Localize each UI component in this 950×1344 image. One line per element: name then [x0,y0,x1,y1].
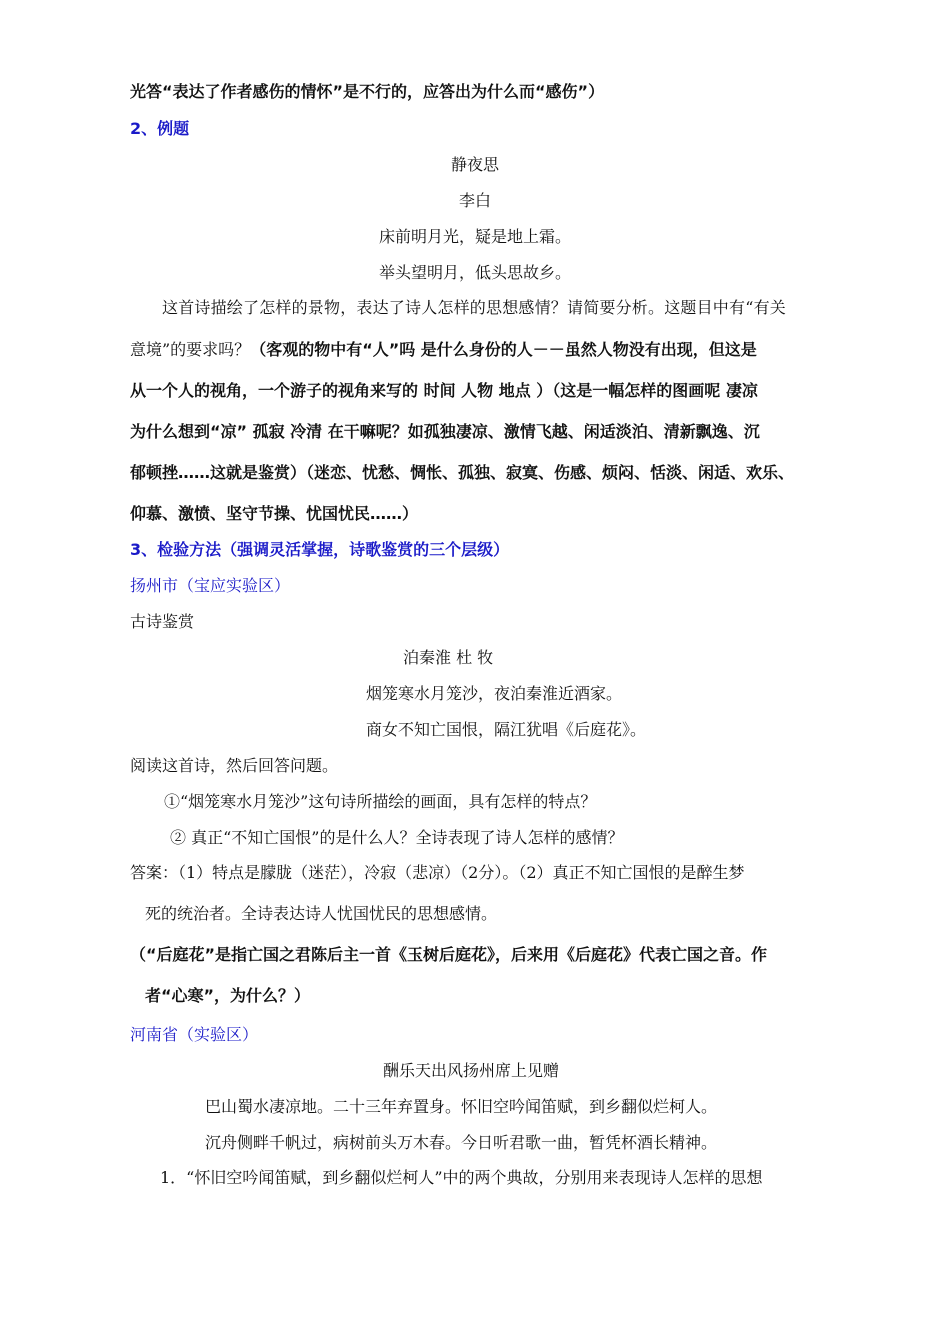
annotation-note: （“后庭花”是指亡国之君陈后主一首《玉树后庭花》，后来用《后庭花》代表亡国之音。作 [130,945,768,964]
poem-line: 巴山蜀水凄凉地。二十三年弃置身。怀旧空吟闻笛赋，到乡翻似烂柯人。 [205,1097,718,1116]
instruction-text: 阅读这首诗，然后回答问题。 [130,756,339,775]
poem-line: 烟笼寒水月笼沙，夜泊秦淮近酒家。 [366,684,623,703]
analysis-note: 仰慕、激愤、坚守节操、忧国忧民……） [130,504,419,523]
poem-line: 举头望明月，低头思故乡。 [378,263,571,282]
annotation-note: 者“心寒”，为什么？） [145,986,311,1005]
question-item: ①“烟笼寒水月笼沙”这句诗所描绘的画面，具有怎样的特点？ [164,792,597,811]
region-label: 河南省（实验区） [130,1025,259,1044]
poem-line: 床前明月光，疑是地上霜。 [378,227,571,246]
poem-title: 静夜思 [450,155,499,174]
poem-line: 商女不知亡国恨，隔江犹唱《后庭花》。 [366,720,647,739]
analysis-note: 郁顿挫……这就是鉴赏）（迷恋、忧愁、惆怅、孤独、寂寞、伤感、烦闷、恬淡、闲适、欢乐、 [130,463,795,482]
section-heading-examples: 2、例题 [130,119,190,138]
poem-line: 沉舟侧畔千帆过，病树前头万木春。今日听君歌一曲，暂凭杯酒长精神。 [205,1133,718,1152]
section-heading-methods: 3、检验方法（强调灵活掌握，诗歌鉴赏的三个层级） [130,540,510,559]
question-paragraph: 这首诗描绘了怎样的景物，表达了诗人怎样的思想感情？请简要分析。这题目中有“有关 [162,298,786,317]
poem-title: 酬乐天出风扬州席上见赠 [383,1061,560,1080]
answer-text: 死的统治者。全诗表达诗人忧国忧民的思想感情。 [145,904,498,923]
poem-title: 泊秦淮 杜 牧 [403,648,494,667]
question-item: 1．“怀旧空吟闻笛赋，到乡翻似烂柯人”中的两个典故，分别用来表现诗人怎样的思想 [160,1168,763,1187]
analysis-note: 从一个人的视角，一个游子的视角来写的 时间 人物 地点 ）（这是一幅怎样的图画呢 凄凉 [130,381,758,400]
question-text: 意境”的要求吗？ [130,340,251,359]
subsection-label: 古诗鉴赏 [130,612,195,631]
analysis-note: （客观的物中有“人”吗 是什么身份的人－－虽然人物没有出现，但这是 [250,340,757,359]
answer-text: 答案：（1）特点是朦胧（迷茫），冷寂（悲凉）（2分）。（2）真正不知亡国恨的是醉生梦 [130,863,745,882]
analysis-note: 为什么想到“凉” 孤寂 冷清 在干嘛呢？如孤独凄凉、激情飞越、闲适淡泊、清新飘逸、沉 [130,422,760,441]
region-label: 扬州市（宝应实验区） [130,576,291,595]
continuation-note: 光答“表达了作者感伤的情怀”是不行的，应答出为什么而“感伤”） [130,82,605,101]
question-paragraph-line [130,340,757,360]
poem-author: 李白 [458,191,491,210]
question-item: ② 真正“不知亡国恨”的是什么人？全诗表现了诗人怎样的感情？ [170,828,624,847]
